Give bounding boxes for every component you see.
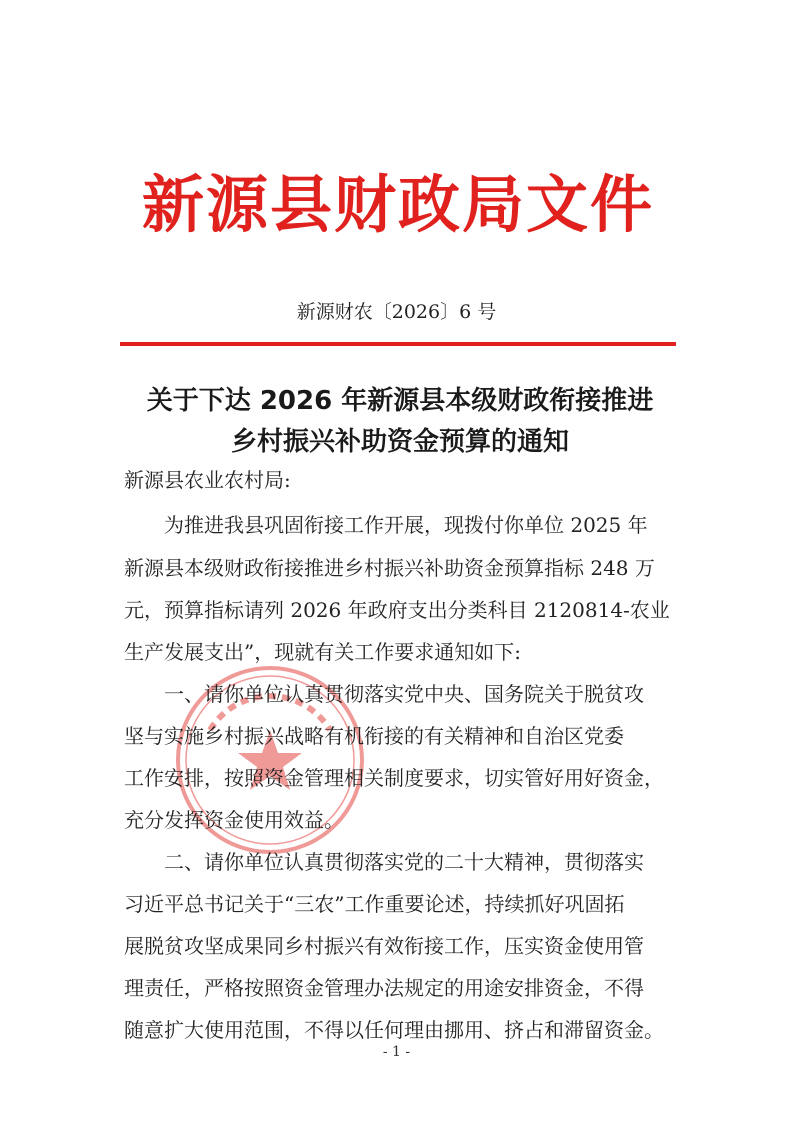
paragraph-line: 习近平总书记关于“三农”工作重要论述，持续抓好巩固拓 (124, 892, 625, 916)
paragraph-line: 理责任，严格按照资金管理办法规定的用途安排资金，不得 (124, 976, 644, 1000)
paragraph-line: 展脱贫攻坚成果同乡村振兴有效衔接工作，压实资金使用管 (124, 934, 644, 958)
paragraph-line: 工作安排，按照资金管理相关制度要求，切实管好用好资金， (124, 766, 664, 790)
red-divider (120, 342, 676, 346)
title-line-1: 关于下达 2026 年新源县本级财政衔接推进 (146, 386, 654, 416)
paragraph-line: 生产发展支出”，现就有关工作要求通知如下: (124, 640, 521, 664)
paragraph-line: 随意扩大使用范围，不得以任何理由挪用、挤占和滞留资金。 (124, 1018, 664, 1042)
paragraph-line: 为推进我县巩固衔接工作开展，现拨付你单位 2025 年 (164, 513, 648, 537)
masthead-title: 新源县财政局文件 (141, 168, 654, 241)
document-number: 新源财农〔2026〕6 号 (296, 301, 497, 323)
paragraph-line: 坚与实施乡村振兴战略有机衔接的有关精神和自治区党委 (124, 724, 624, 748)
paragraph-line: 一、请你单位认真贯彻落实党中央、国务院关于脱贫攻 (164, 682, 644, 706)
paragraph-line: 充分发挥资金使用效益。 (124, 808, 344, 832)
paragraph-line: 新源县本级财政衔接推进乡村振兴补助资金预算指标 248 万 (124, 556, 655, 580)
paragraph-line: 二、请你单位认真贯彻落实党的二十大精神，贯彻落实 (164, 850, 644, 874)
addressee: 新源县农业农村局: (124, 468, 291, 492)
paragraph-line: 元，预算指标请列 2026 年政府支出分类科目 2120814-农业 (124, 598, 670, 622)
page-number: - 1 - (382, 1044, 411, 1060)
title-line-2: 乡村振兴补助资金预算的通知 (230, 427, 569, 457)
